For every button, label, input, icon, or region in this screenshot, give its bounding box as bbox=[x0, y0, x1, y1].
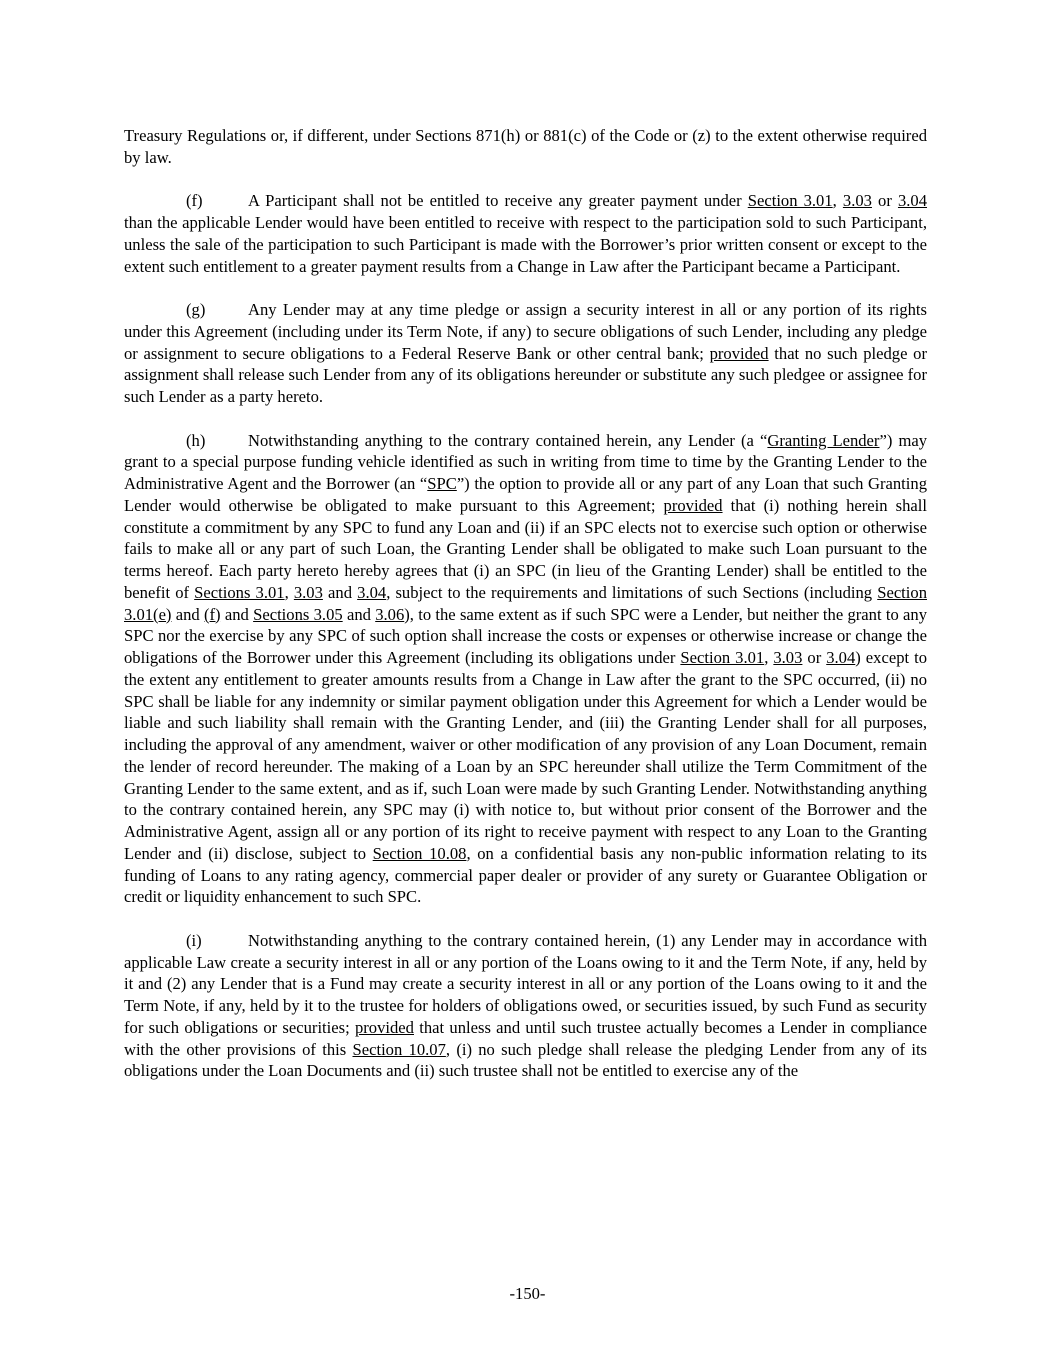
paragraph-f: (f) A Participant shall not be entitled to receive any greater payment under Section 3.01, 3.03 or 3.04 than the applicable Lender would have been entitled to receive with respect to the participation sold to such Participant, unless the sale of the participation to such Participant is made with the Borrower’s prior written consent or except to the extent such entitlement to a greater payment results from a Change in Law after the Participant became a Participant. bbox=[124, 191, 928, 276]
paragraph-h: (h) Notwithstanding anything to the contrary contained herein, any Lender (a “Granting Lender”) may grant to a special purpose funding vehicle identified as such in writing from time to time by the Granting Lender to the Administrative Agent and the Borrower (an “SPC”) the option to provide all or any part of any Loan that such Granting Lender would otherwise be obligated to make pursuant to this Agreement; provided that (i) nothing herein shall constitute a commitment by any SPC to fund any Loan and (ii) if an SPC elects not to exercise such option or otherwise fails to make all or any part of such Loan, the Granting Lender shall be obligated to make such Loan pursuant to the terms hereof. Each party hereto hereby agrees that (i) an SPC (in lieu of the Granting Lender) shall be entitled to the benefit of Sections 3.01, 3.03 and 3.04, subject to the requirements and limitations of such Sections (including Section 3.01(e) and (f) and Sections 3.05 and 3.06), to the same extent as if such SPC were a Lender, but neither the grant to any SPC nor the exercise by any SPC of such option shall increase the costs or expenses or otherwise increase or change the obligations of the Borrower under this Agreement (including its obligations under Section 3.01, 3.03 or 3.04) except to the extent any entitlement to greater amounts results from a Change in Law after the grant to the SPC occurred, (ii) no SPC shall be liable for any indemnity or similar payment obligation under this Agreement for which a Lender would be liable and such liability shall remain with the Granting Lender, and (iii) the Granting Lender shall for all purposes, including the approval of any amendment, waiver or other modification of any provision of any Loan Document, remain the lender of record hereunder. The making of a Loan by an SPC hereunder shall utilize the Term Commitment of the Granting Lender to the same extent, and as if, such Loan were made by such Granting Lender. Notwithstanding anything to the contrary contained herein, any SPC may (i) with notice to, but without prior consent of the Borrower and the Administrative Agent, assign all or any portion of its right to receive payment with respect to any Loan to the Granting Lender and (ii) disclose, subject to Section 10.08, on a confidential basis any non-public information relating to its funding of Loans to any rating agency, commercial paper dealer or provider of any surety or Guarantee Obligation or credit or liquidity enhancement to such SPC. bbox=[124, 430, 928, 907]
paragraph-g: (g) Any Lender may at any time pledge or assign a security interest in all or any portion of its rights under this Agreement (including under its Term Note, if any) to secure obligations of such Lender, including any pledge or assignment to secure obligations to a Federal Reserve Bank or other central bank; provided that no such pledge or assignment shall release such Lender from any of its obligations hereunder or substitute any such pledgee or assignee for such Lender as a party hereto. bbox=[124, 300, 927, 406]
section-reference: 3.06 bbox=[375, 604, 405, 624]
section-reference: 3.03 bbox=[773, 648, 803, 667]
defined-term: Granting Lender bbox=[767, 430, 880, 450]
section-reference: Section 3.01(e) bbox=[124, 582, 927, 624]
paragraph-label: (h) bbox=[186, 430, 206, 450]
page-number: -150- bbox=[509, 1284, 546, 1303]
defined-term: provided bbox=[709, 343, 769, 363]
section-reference: Section 3.01 bbox=[747, 191, 833, 211]
paragraph-label: (f) bbox=[186, 191, 203, 211]
section-reference: Section 10.07 bbox=[352, 1039, 446, 1059]
section-reference: (f) bbox=[204, 604, 221, 624]
defined-term: provided bbox=[354, 1017, 414, 1037]
paragraph-label: (i) bbox=[186, 930, 202, 950]
paragraph-label: (g) bbox=[186, 300, 206, 319]
section-reference: Section 3.01 bbox=[680, 648, 765, 667]
section-reference: 3.03 bbox=[842, 191, 872, 211]
document-page bbox=[124, 125, 927, 1104]
section-reference: 3.03 bbox=[293, 582, 323, 602]
continuation-paragraph: Treasury Regulations or, if different, under Sections 871(h) or 881(c) of the Code or (z) to the extent otherwise required by law. bbox=[124, 126, 927, 167]
defined-term: provided bbox=[663, 495, 723, 515]
section-reference: Sections 3.01 bbox=[194, 582, 285, 602]
section-reference: 3.04 bbox=[357, 582, 387, 602]
defined-term: SPC bbox=[427, 474, 457, 493]
paragraph-i: (i) Notwithstanding anything to the contrary contained herein, (1) any Lender may in accordance with applicable Law create a security interest in all or any portion of the Loans owing to it and the Term Note, if any, held by it and (2) any Lender that is a Fund may create a security interest in all or any portion of the Loans owing to it and the Term Note, if any, held by it to the trustee for holders of obligations owed, or securities issued, by such Fund as security for such obligations or securities; provided that unless and until such trustee actually becomes a Lender in compliance with the other provisions of this Section 10.07, (i) no such pledge shall release the pledging Lender from any of its obligations under the Loan Documents and (ii) such trustee shall not be entitled to exercise any of the bbox=[124, 930, 928, 1081]
section-reference: 3.04 bbox=[826, 648, 856, 667]
section-reference: Sections 3.05 bbox=[253, 604, 343, 624]
section-reference: Section 10.08 bbox=[372, 843, 467, 863]
section-reference: 3.04 bbox=[897, 191, 928, 211]
